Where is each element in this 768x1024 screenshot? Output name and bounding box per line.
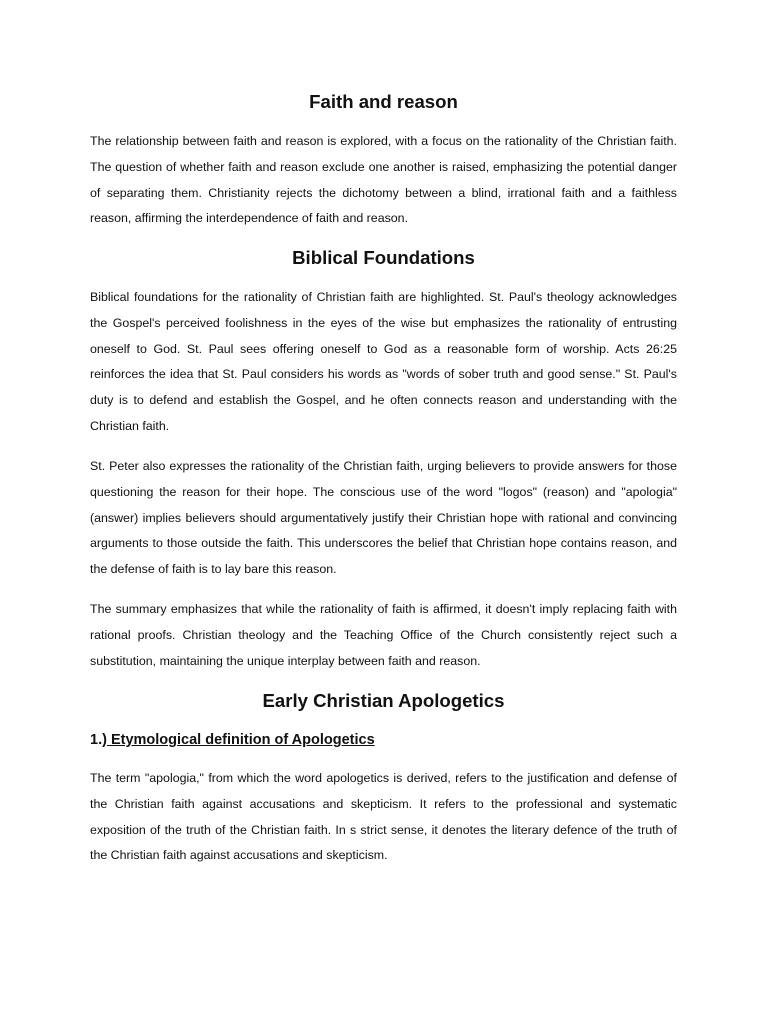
subheading-title: Etymological definition of Apologetics xyxy=(106,732,375,748)
paragraph-biblical-1: Biblical foundations for the rationality of Christian faith are highlighted. St. Paul's theology acknowledges the Gospel's perceived foolishness in the eyes of the wise but emphasizes the rationality of entrusting oneself to God. St. Paul sees offering oneself to God as a reasonable form of worship. Acts 26:25 reinforces the idea that St. Paul considers his words as "words of sober truth and good sense." St. Paul's duty is to defend and establish the Gospel, and he often connects reason and understanding with the Christian faith. xyxy=(90,290,677,433)
subheading-number: 1.) xyxy=(90,732,107,748)
heading-early-christian-apologetics: Early Christian Apologetics xyxy=(262,690,505,711)
paragraph-faith-and-reason: The relationship between faith and reason is explored, with a focus on the rationality of the Christian faith. The question of whether faith and reason exclude one another is raised, emphasizing the potential danger of separating them. Christianity rejects the dichotomy between a blind, irrational faith and a faithless reason, affirming the interdependence of faith and reason. xyxy=(90,134,677,226)
subheading-etymological-definition xyxy=(90,732,677,748)
paragraph-biblical-summary: The summary emphasizes that while the rationality of faith is affirmed, it doesn't imply replacing faith with rational proofs. Christian theology and the Teaching Office of the Church consistently reject such a substitution, maintaining the unique interplay between faith and reason. xyxy=(90,602,677,668)
paragraph-apologia-definition: The term "apologia," from which the word apologetics is derived, refers to the justification and defense of the Christian faith against accusations and skepticism. It refers to the professional and systematic exposition of the truth of the Christian faith. In s strict sense, it denotes the literary defence of the truth of the Christian faith against accusations and skepticism. xyxy=(90,771,677,863)
heading-faith-and-reason: Faith and reason xyxy=(309,91,458,112)
paragraph-biblical-2: St. Peter also expresses the rationality of the Christian faith, urging believers to provide answers for those questioning the reason for their hope. The conscious use of the word "logos" (reason) and "apologia" (answer) implies believers should argumentatively justify their Christian hope with rational and convincing arguments to those outside the faith. This underscores the belief that Christian hope contains reason, and the defense of faith is to lay bare this reason. xyxy=(90,459,677,577)
document-page xyxy=(90,0,677,1024)
heading-biblical-foundations: Biblical Foundations xyxy=(292,247,475,268)
